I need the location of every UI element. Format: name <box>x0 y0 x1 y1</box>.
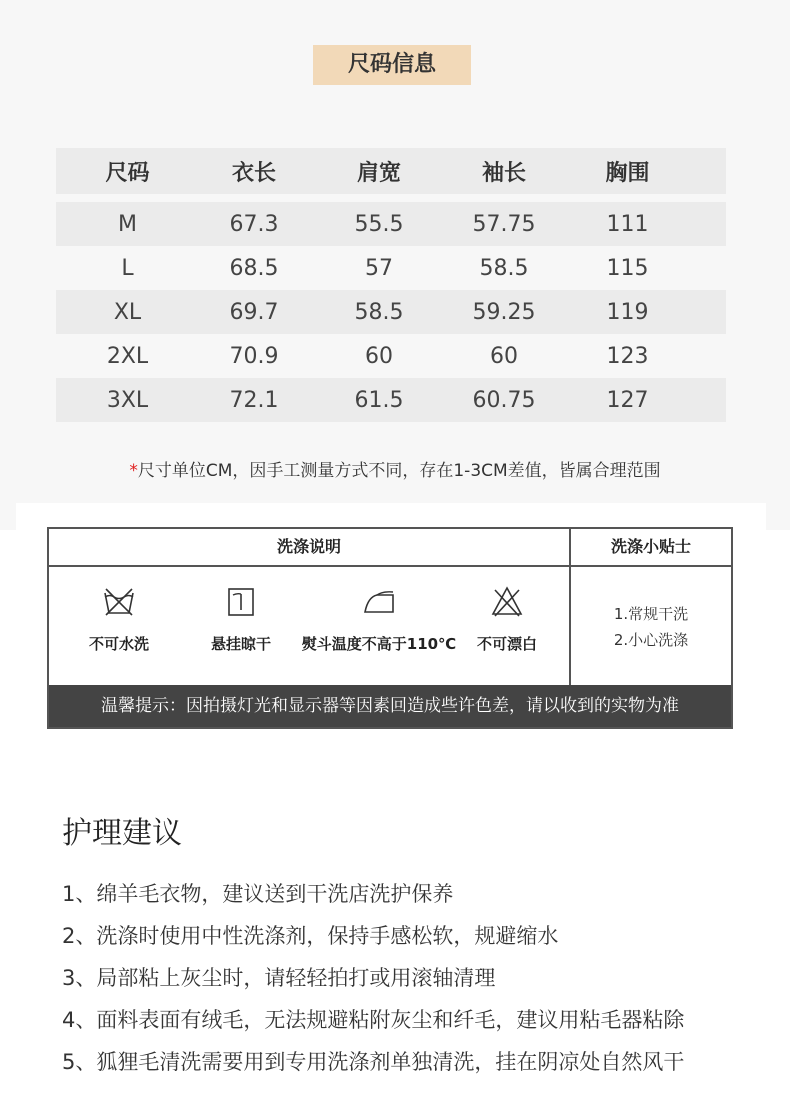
cell-shoulder: 58.5 <box>354 299 404 325</box>
header-length: 衣长 <box>231 160 276 186</box>
cell-chest: 123 <box>606 343 649 369</box>
cell-sleeve: 59.25 <box>472 299 536 325</box>
wash-tip-item: 2.小心洗涤 <box>613 631 689 649</box>
cell-sleeve: 60.75 <box>472 387 536 413</box>
size-info-title: 尺码信息 <box>313 45 471 85</box>
cell-shoulder: 60 <box>365 343 393 369</box>
list-item: 2、洗涤时使用中性洗涤剂，保持手感松软，规避缩水 <box>62 924 559 948</box>
note-asterisk: * <box>129 461 138 481</box>
hang-dry-icon <box>224 585 258 619</box>
size-table <box>56 148 726 422</box>
wash-tips <box>571 567 731 685</box>
cell-length: 68.5 <box>229 255 279 281</box>
cell-length: 70.9 <box>229 343 279 369</box>
cell-size: M <box>118 211 137 237</box>
table-row <box>56 290 726 334</box>
care-item-hang-dry <box>201 585 281 654</box>
size-note <box>0 456 790 481</box>
cell-shoulder: 55.5 <box>354 211 404 237</box>
table-row <box>56 334 726 378</box>
list-item: 3、局部粘上灰尘时，请轻轻拍打或用滚轴清理 <box>62 966 496 990</box>
care-label: 不可漂白 <box>476 635 537 653</box>
note-text: 尺寸单位CM，因手工测量方式不同，存在1-3CM差值，皆属合理范围 <box>137 461 661 481</box>
header-shoulder: 肩宽 <box>356 160 401 186</box>
care-item-iron <box>294 585 464 654</box>
cell-length: 67.3 <box>229 211 279 237</box>
cell-size: XL <box>113 299 142 325</box>
care-label: 不可水洗 <box>88 635 149 653</box>
cell-sleeve: 60 <box>490 343 518 369</box>
care-symbols <box>49 567 571 685</box>
no-wash-icon <box>102 585 136 619</box>
cell-chest: 111 <box>606 211 649 237</box>
table-row <box>56 202 726 246</box>
header-sleeve: 袖长 <box>481 160 526 186</box>
iron-icon <box>361 585 397 619</box>
care-item-no-wash <box>79 585 159 654</box>
no-bleach-icon <box>490 585 524 619</box>
care-item-no-bleach <box>467 585 547 654</box>
list-item: 1、绵羊毛衣物，建议送到干洗店洗护保养 <box>62 882 454 906</box>
header-chest: 胸围 <box>605 160 650 186</box>
cell-sleeve: 57.75 <box>472 211 536 237</box>
header-size: 尺码 <box>105 160 150 186</box>
care-advice-list <box>62 874 684 1084</box>
wash-instructions-table <box>47 527 733 729</box>
care-advice-title: 护理建议 <box>62 816 182 851</box>
wash-instructions-header: 洗涤说明 <box>49 529 571 567</box>
cell-shoulder: 61.5 <box>354 387 404 413</box>
cell-chest: 127 <box>606 387 649 413</box>
care-label: 悬挂晾干 <box>210 635 271 653</box>
color-difference-notice: 温馨提示：因拍摄灯光和显示器等因素回造成些许色差，请以收到的实物为准 <box>49 685 731 727</box>
table-row <box>56 246 726 290</box>
care-label: 熨斗温度不高于110℃ <box>301 635 457 653</box>
cell-shoulder: 57 <box>365 255 393 281</box>
list-item: 5、狐狸毛清洗需要用到专用洗涤剂单独清洗，挂在阴凉处自然风干 <box>62 1050 685 1074</box>
cell-size: L <box>121 255 134 281</box>
cell-chest: 115 <box>606 255 649 281</box>
cell-sleeve: 58.5 <box>479 255 529 281</box>
table-row <box>56 378 726 422</box>
cell-length: 69.7 <box>229 299 279 325</box>
list-item: 4、面料表面有绒毛，无法规避粘附灰尘和纤毛，建议用粘毛器粘除 <box>62 1008 685 1032</box>
wash-tips-header: 洗涤小贴士 <box>571 529 731 567</box>
cell-size: 2XL <box>106 343 149 369</box>
table-spacer <box>56 194 726 202</box>
cell-chest: 119 <box>606 299 649 325</box>
size-table-header <box>56 148 726 194</box>
cell-length: 72.1 <box>229 387 279 413</box>
wash-tip-item: 1.常规干洗 <box>613 605 689 623</box>
cell-size: 3XL <box>106 387 149 413</box>
